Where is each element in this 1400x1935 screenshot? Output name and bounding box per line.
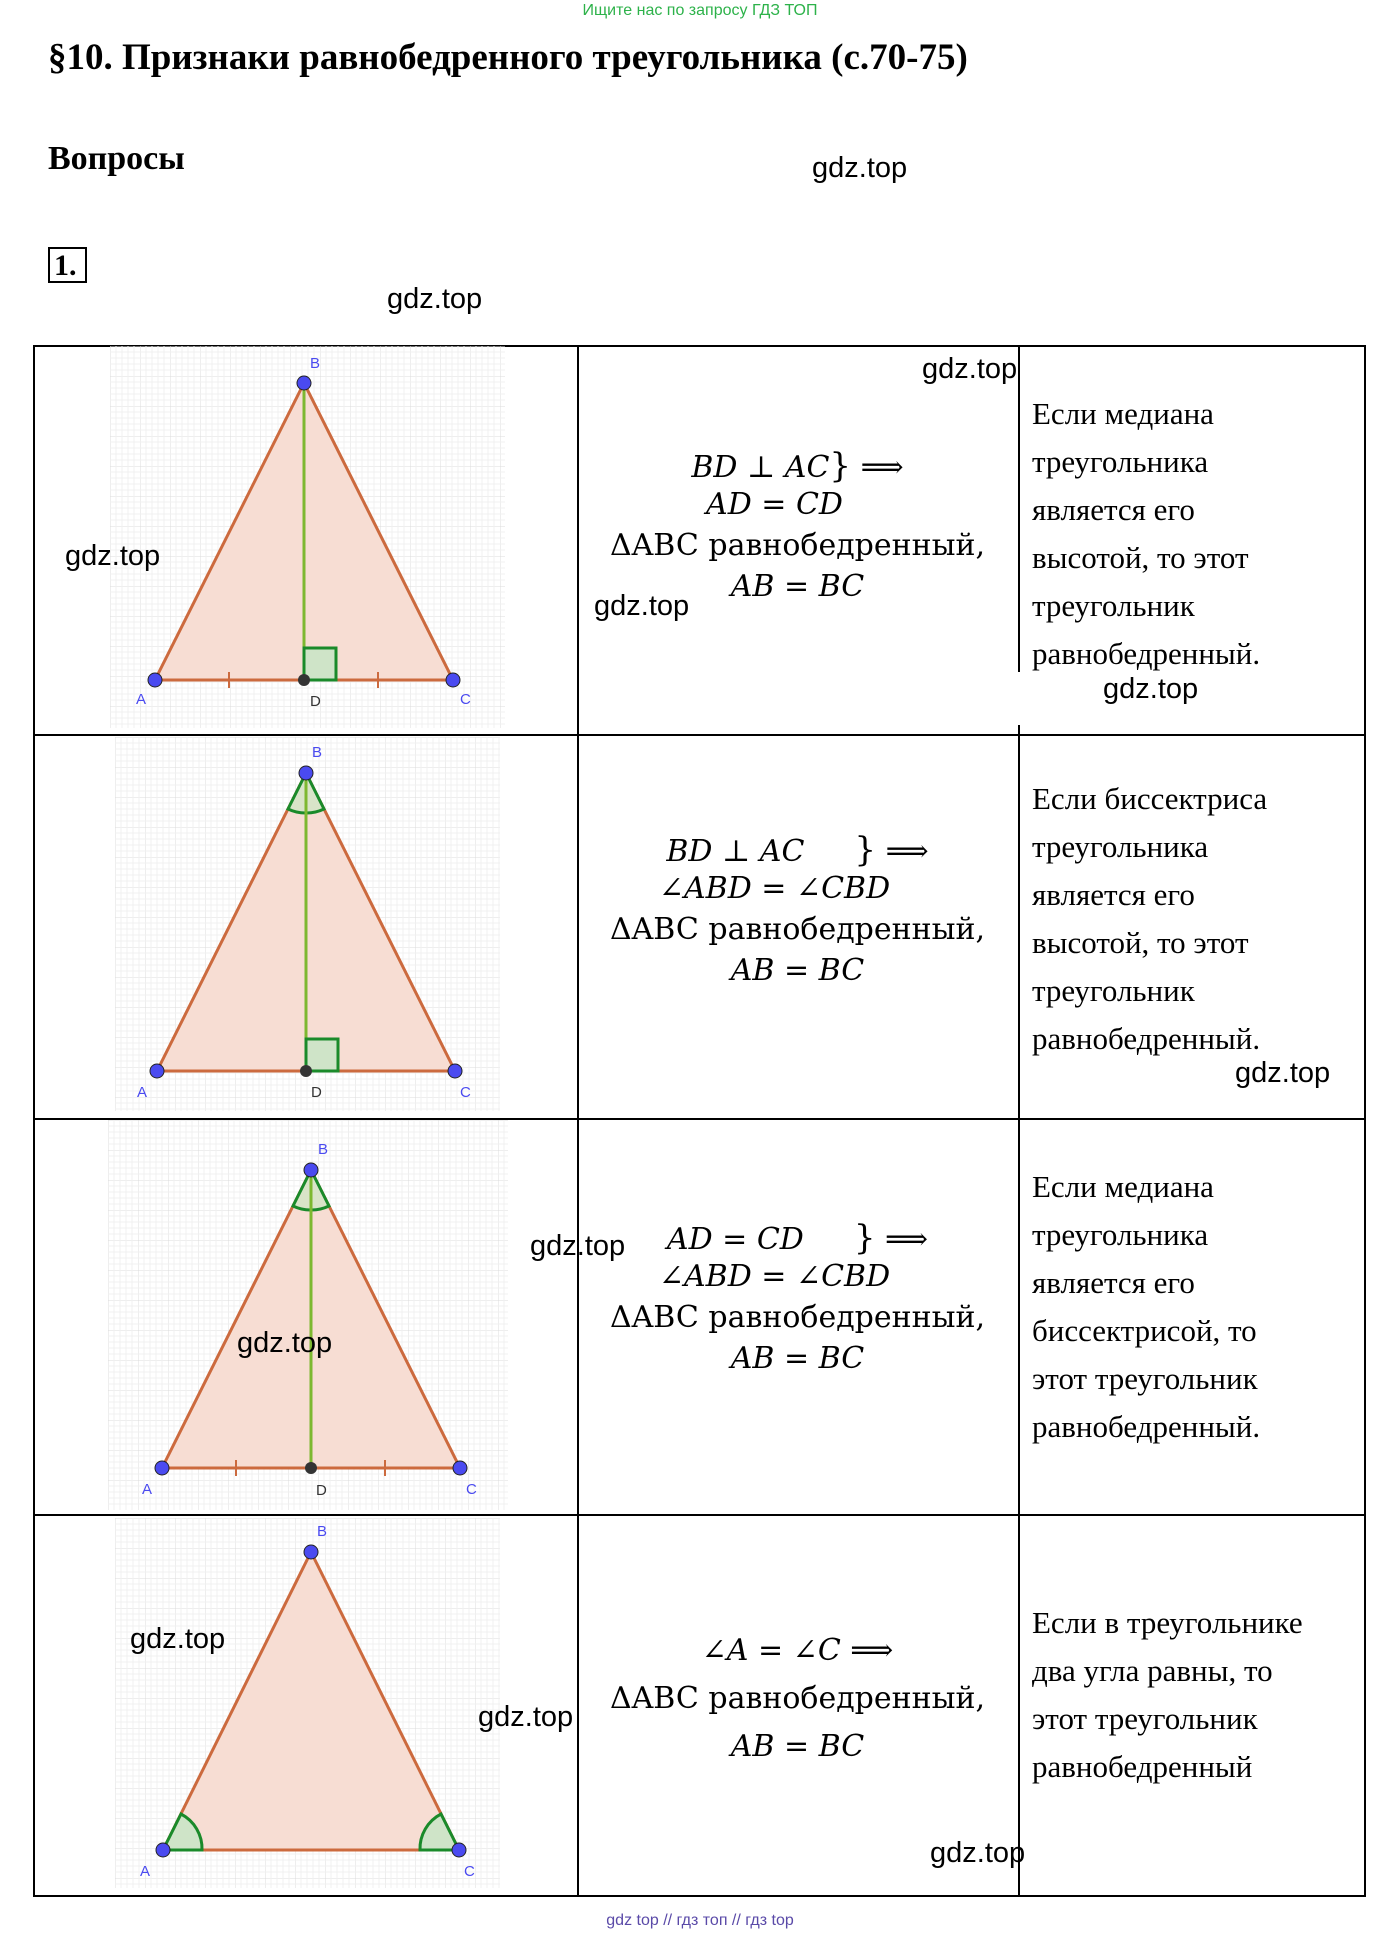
implies-arrow: ⟹	[885, 834, 929, 869]
point-d	[305, 1462, 317, 1474]
triangle-figure-3	[108, 1120, 508, 1510]
description-line: треугольника	[1032, 444, 1209, 479]
formula-equality: AB = BC	[730, 1341, 865, 1376]
description-line: этот треугольник	[1032, 1361, 1258, 1396]
description-line: биссектрисой, то	[1032, 1313, 1257, 1348]
triangle-figure-1	[110, 346, 505, 728]
point-c	[446, 673, 460, 687]
label-b: B	[318, 1141, 329, 1158]
formula-condition-1: BD ⊥ AC	[691, 450, 830, 485]
description-line: является его	[1032, 1265, 1195, 1300]
watermark: gdz.top	[930, 1837, 1026, 1869]
watermark: gdz.top	[478, 1701, 574, 1733]
formula-condition-2: ∠ABD = ∠CBD	[658, 1259, 891, 1294]
footer-links[interactable]: gdz top // гдз топ // гдз top	[606, 1912, 794, 1929]
label-c: C	[464, 1863, 475, 1880]
question-number: 1.	[48, 247, 87, 283]
formula-equality: AB = BC	[730, 953, 865, 988]
formula-4	[580, 1627, 1015, 1771]
description-2	[1032, 775, 1362, 1063]
description-line: высотой, то этот	[1032, 925, 1249, 960]
formula-conclusion: ΔABC равнобедренный,	[609, 912, 986, 947]
description-line: высотой, то этот	[1032, 540, 1249, 575]
point-c	[453, 1461, 467, 1475]
label-d: D	[311, 1084, 322, 1101]
watermark: gdz.top	[237, 1327, 333, 1359]
formula-condition-2: ∠ABD = ∠CBD	[658, 871, 891, 906]
description-line: равнобедренный	[1032, 1749, 1253, 1784]
point-c	[448, 1064, 462, 1078]
column-divider	[577, 347, 579, 1895]
formula-2: BD ⊥ AC } ⟹ ∠ABD = ∠CBD ΔABC равнобедренный, AB = BC	[580, 830, 1015, 991]
formula-1: BD ⊥ AC} ⟹ AD = CD ΔABC равнобедренный, AB = BC	[580, 446, 1015, 607]
formula-3: AD = CD } ⟹ ∠ABD = ∠CBD ΔABC равнобедренный, AB = BC	[580, 1218, 1015, 1379]
watermark: gdz.top	[130, 1623, 226, 1655]
watermark: gdz.top	[1103, 673, 1199, 705]
formula-condition-2: AD = CD	[706, 487, 843, 522]
watermark: gdz.top	[922, 353, 1018, 385]
description-4	[1032, 1599, 1362, 1791]
formula-equality: AB = BC	[730, 1729, 865, 1764]
point-a	[148, 673, 162, 687]
description-line: Если медиана	[1032, 396, 1214, 431]
description-line: равнобедренный.	[1032, 1021, 1261, 1056]
description-3	[1032, 1163, 1362, 1451]
right-angle-mark	[306, 1039, 338, 1071]
label-c: C	[466, 1481, 477, 1498]
label-a: A	[140, 1863, 151, 1880]
description-line: равнобедренный.	[1032, 1409, 1261, 1444]
triangle-figure-2	[115, 737, 500, 1111]
implies-arrow: ⟹	[885, 1222, 929, 1257]
description-line: Если в треугольнике	[1032, 1605, 1303, 1640]
point-a	[155, 1461, 169, 1475]
watermark: gdz.top	[1235, 1057, 1331, 1089]
watermark: gdz.top	[594, 590, 690, 622]
implies-arrow: ⟹	[860, 450, 904, 485]
point-b	[297, 376, 311, 390]
formula-condition-1: ∠A = ∠C ⟹	[701, 1633, 894, 1668]
watermark: gdz.top	[387, 283, 483, 315]
description-line: Если медиана	[1032, 1169, 1214, 1204]
point-c	[452, 1843, 466, 1857]
label-d: D	[316, 1482, 327, 1499]
point-d	[300, 1065, 312, 1077]
watermark: gdz.top	[530, 1230, 626, 1262]
watermark: gdz.top	[65, 540, 161, 572]
point-a	[156, 1843, 170, 1857]
label-a: A	[137, 1084, 148, 1101]
column-divider	[1018, 347, 1020, 672]
row-divider	[35, 1514, 1364, 1516]
page-title: §10. Признаки равнобедренного треугольника (с.70-75)	[48, 37, 968, 78]
top-note[interactable]: Ищите нас по запросу ГДЗ ТОП	[582, 2, 818, 19]
formula-conclusion: ΔABC равнобедренный,	[609, 1300, 986, 1335]
description-line: является его	[1032, 877, 1195, 912]
description-1	[1032, 390, 1362, 678]
formula-condition-1: BD ⊥ AC	[666, 834, 805, 869]
label-a: A	[142, 1481, 153, 1498]
description-line: треугольник	[1032, 588, 1195, 623]
triangle-figure-4	[115, 1518, 500, 1888]
point-b	[299, 766, 313, 780]
right-angle-mark	[304, 648, 336, 680]
row-divider	[35, 734, 1364, 736]
point-d	[298, 674, 310, 686]
column-divider	[1018, 725, 1020, 1895]
description-line: треугольника	[1032, 1217, 1209, 1252]
point-b	[304, 1545, 318, 1559]
section-heading: Вопросы	[48, 140, 185, 177]
description-line: равнобедренный.	[1032, 636, 1261, 671]
label-d: D	[310, 693, 321, 710]
formula-conclusion: ΔABC равнобедренный,	[609, 528, 986, 563]
label-a: A	[136, 691, 147, 708]
label-c: C	[460, 1084, 471, 1101]
label-b: B	[312, 744, 323, 761]
description-line: два угла равны, то	[1032, 1653, 1273, 1688]
description-line: является его	[1032, 492, 1195, 527]
label-b: B	[310, 355, 321, 372]
formula-condition-1: AD = CD	[666, 1222, 804, 1257]
point-a	[150, 1064, 164, 1078]
formula-equality: AB = BC	[730, 569, 865, 604]
description-line: треугольник	[1032, 973, 1195, 1008]
formula-conclusion: ΔABC равнобедренный,	[609, 1681, 986, 1716]
watermark: gdz.top	[812, 152, 908, 184]
label-b: B	[317, 1523, 328, 1540]
label-c: C	[460, 691, 471, 708]
description-line: Если биссектриса	[1032, 781, 1268, 816]
description-line: треугольника	[1032, 829, 1209, 864]
point-b	[304, 1163, 318, 1177]
description-line: этот треугольник	[1032, 1701, 1258, 1736]
